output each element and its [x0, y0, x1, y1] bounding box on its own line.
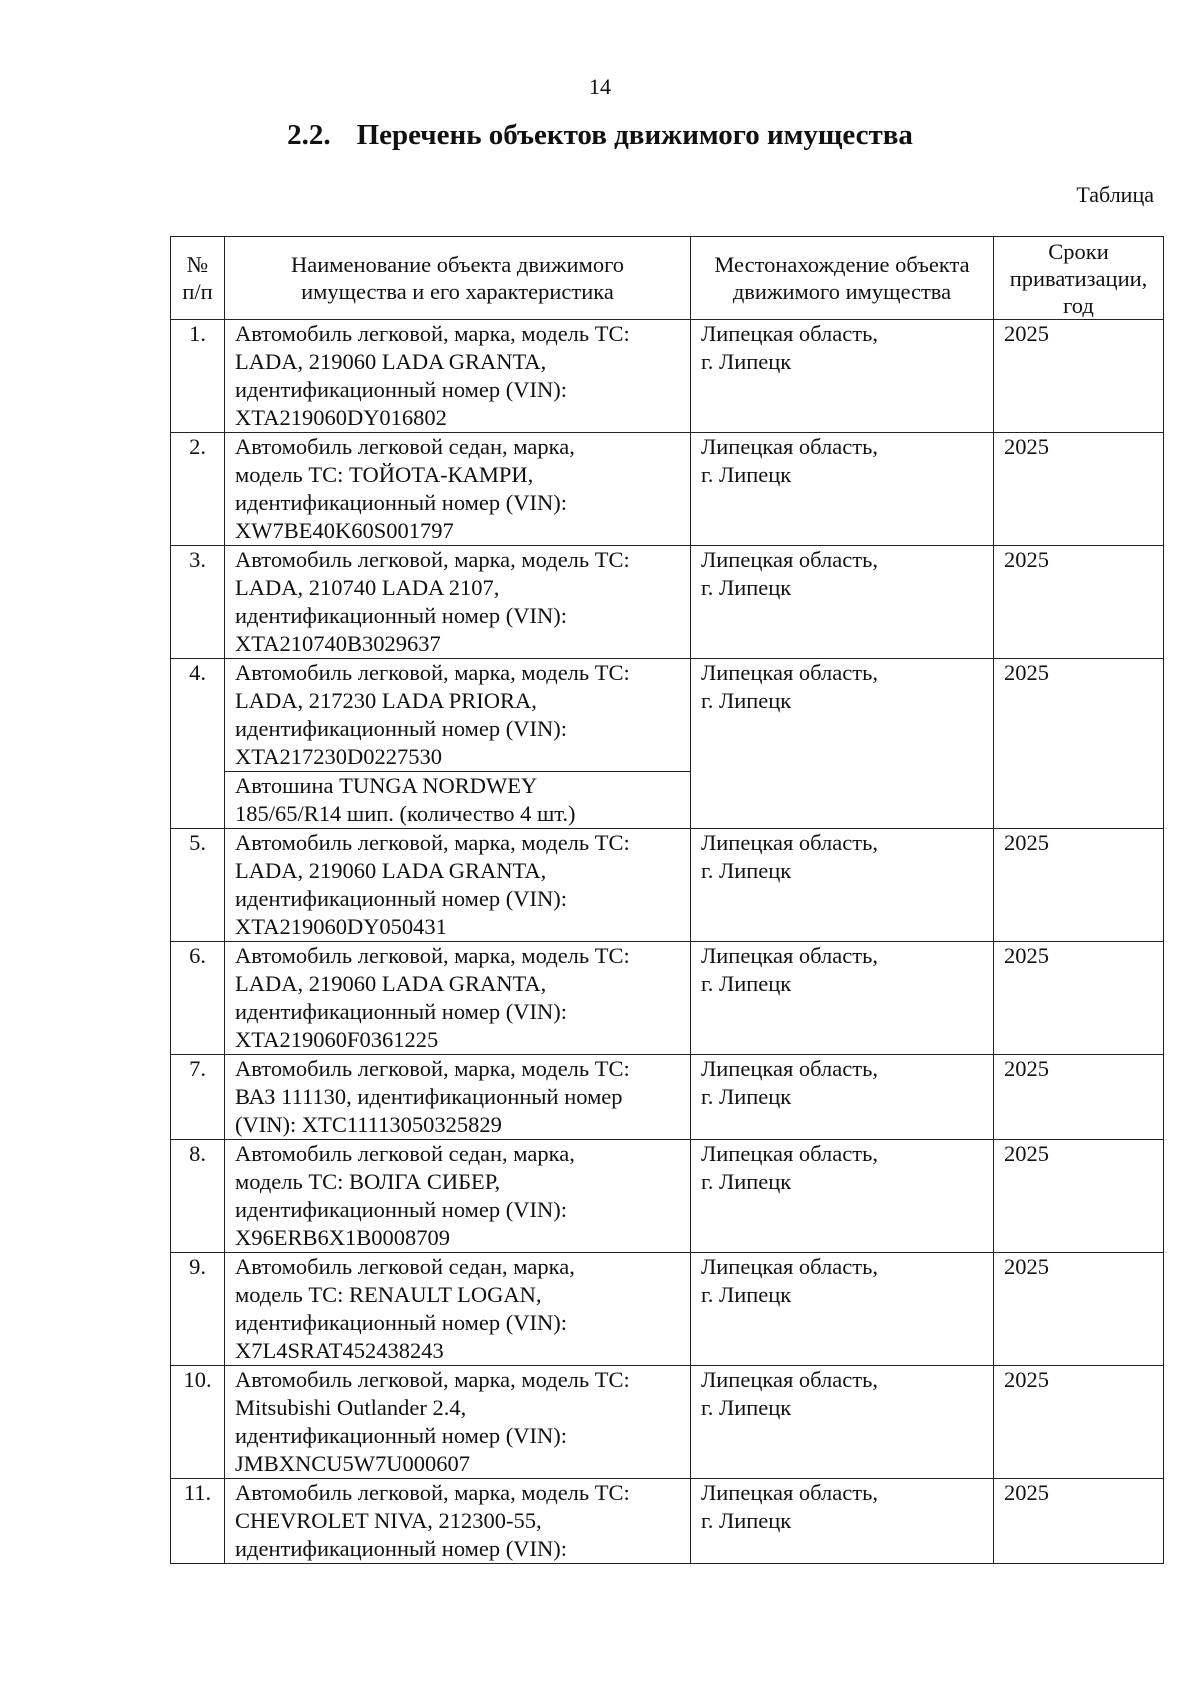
page-number: 14	[589, 74, 611, 99]
row-location: Липецкая область, г. Липецк	[691, 546, 994, 659]
row-number: 6.	[171, 942, 225, 1055]
row-location: Липецкая область, г. Липецк	[691, 829, 994, 942]
row-name: Автомобиль легковой, марка, модель ТС: LADA, 217230 LADA PRIORA, идентификационный номер (VIN): XTA217230D0227530	[225, 659, 691, 772]
row-name: Автомобиль легковой, марка, модель ТС: LADA, 210740 LADA 2107, идентификационный номер (VIN): XTA210740B3029637	[225, 546, 691, 659]
row-term: 2025	[994, 546, 1164, 659]
table-row	[171, 433, 1164, 546]
table-row	[171, 320, 1164, 433]
row-term: 2025	[994, 1479, 1164, 1564]
header-location: Местонахождение объекта движимого имущества	[691, 237, 994, 320]
row-location: Липецкая область, г. Липецк	[691, 1253, 994, 1366]
row-number: 11.	[171, 1479, 225, 1564]
header-num: № п/п	[171, 237, 225, 320]
row-location: Липецкая область, г. Липецк	[691, 1366, 994, 1479]
row-term: 2025	[994, 1055, 1164, 1140]
section-heading	[0, 118, 1200, 152]
row-term: 2025	[994, 942, 1164, 1055]
row-number: 10.	[171, 1366, 225, 1479]
table-row	[171, 1366, 1164, 1479]
row-name-extra: Автошина TUNGA NORDWEY 185/65/R14 шип. (количество 4 шт.)	[225, 772, 691, 829]
section-number: 2.2.	[287, 119, 331, 151]
row-name: Автомобиль легковой седан, марка, модель ТС: ВОЛГА СИБЕР, идентификационный номер (VIN): X96ERB6X1B0008709	[225, 1140, 691, 1253]
row-location: Липецкая область, г. Липецк	[691, 320, 994, 433]
row-location: Липецкая область, г. Липецк	[691, 659, 994, 829]
row-number: 2.	[171, 433, 225, 546]
row-name: Автомобиль легковой седан, марка, модель ТС: ТОЙОТА-КАМРИ, идентификационный номер (VIN): XW7BE40K60S001797	[225, 433, 691, 546]
row-number: 3.	[171, 546, 225, 659]
row-number: 5.	[171, 829, 225, 942]
row-name: Автомобиль легковой, марка, модель ТС: CHEVROLET NIVA, 212300-55, идентификационный номер (VIN):	[225, 1479, 691, 1564]
table-row	[171, 546, 1164, 659]
row-number: 1.	[171, 320, 225, 433]
section-title: Перечень объектов движимого имущества	[356, 119, 913, 151]
row-location: Липецкая область, г. Липецк	[691, 1479, 994, 1564]
row-term: 2025	[994, 1140, 1164, 1253]
row-term: 2025	[994, 1253, 1164, 1366]
movable-property-table	[170, 236, 1164, 1564]
table-row	[171, 829, 1164, 942]
header-term: Сроки приватизации, год	[994, 237, 1164, 320]
row-number: 4.	[171, 659, 225, 829]
row-location: Липецкая область, г. Липецк	[691, 1055, 994, 1140]
row-name: Автомобиль легковой седан, марка, модель ТС: RENAULT LOGAN, идентификационный номер (VIN): X7L4SRAT452438243	[225, 1253, 691, 1366]
row-name: Автомобиль легковой, марка, модель ТС: LADA, 219060 LADA GRANTA, идентификационный номер (VIN): XTA219060DY050431	[225, 829, 691, 942]
table-caption: Таблица	[1076, 182, 1154, 207]
table-row	[171, 942, 1164, 1055]
row-number: 7.	[171, 1055, 225, 1140]
table-header-row	[171, 237, 1164, 320]
row-name: Автомобиль легковой, марка, модель ТС: Mitsubishi Outlander 2.4, идентификационный номер (VIN): JMBXNCU5W7U000607	[225, 1366, 691, 1479]
row-name: Автомобиль легковой, марка, модель ТС: LADA, 219060 LADA GRANTA, идентификационный номер (VIN): XTA219060F0361225	[225, 942, 691, 1055]
row-name: Автомобиль легковой, марка, модель ТС: LADA, 219060 LADA GRANTA, идентификационный номер (VIN): XTA219060DY016802	[225, 320, 691, 433]
table-row	[171, 1055, 1164, 1140]
row-location: Липецкая область, г. Липецк	[691, 1140, 994, 1253]
row-number: 8.	[171, 1140, 225, 1253]
table-row	[171, 1140, 1164, 1253]
row-term: 2025	[994, 659, 1164, 829]
row-name: Автомобиль легковой, марка, модель ТС: ВАЗ 111130, идентификационный номер (VIN): XTC11113050325829	[225, 1055, 691, 1140]
table-row	[171, 1253, 1164, 1366]
row-term: 2025	[994, 320, 1164, 433]
row-location: Липецкая область, г. Липецк	[691, 433, 994, 546]
row-term: 2025	[994, 1366, 1164, 1479]
table-row	[171, 1479, 1164, 1564]
row-term: 2025	[994, 829, 1164, 942]
header-name: Наименование объекта движимого имущества и его характеристика	[225, 237, 691, 320]
row-location: Липецкая область, г. Липецк	[691, 942, 994, 1055]
table-row	[171, 659, 1164, 772]
row-term: 2025	[994, 433, 1164, 546]
row-number: 9.	[171, 1253, 225, 1366]
